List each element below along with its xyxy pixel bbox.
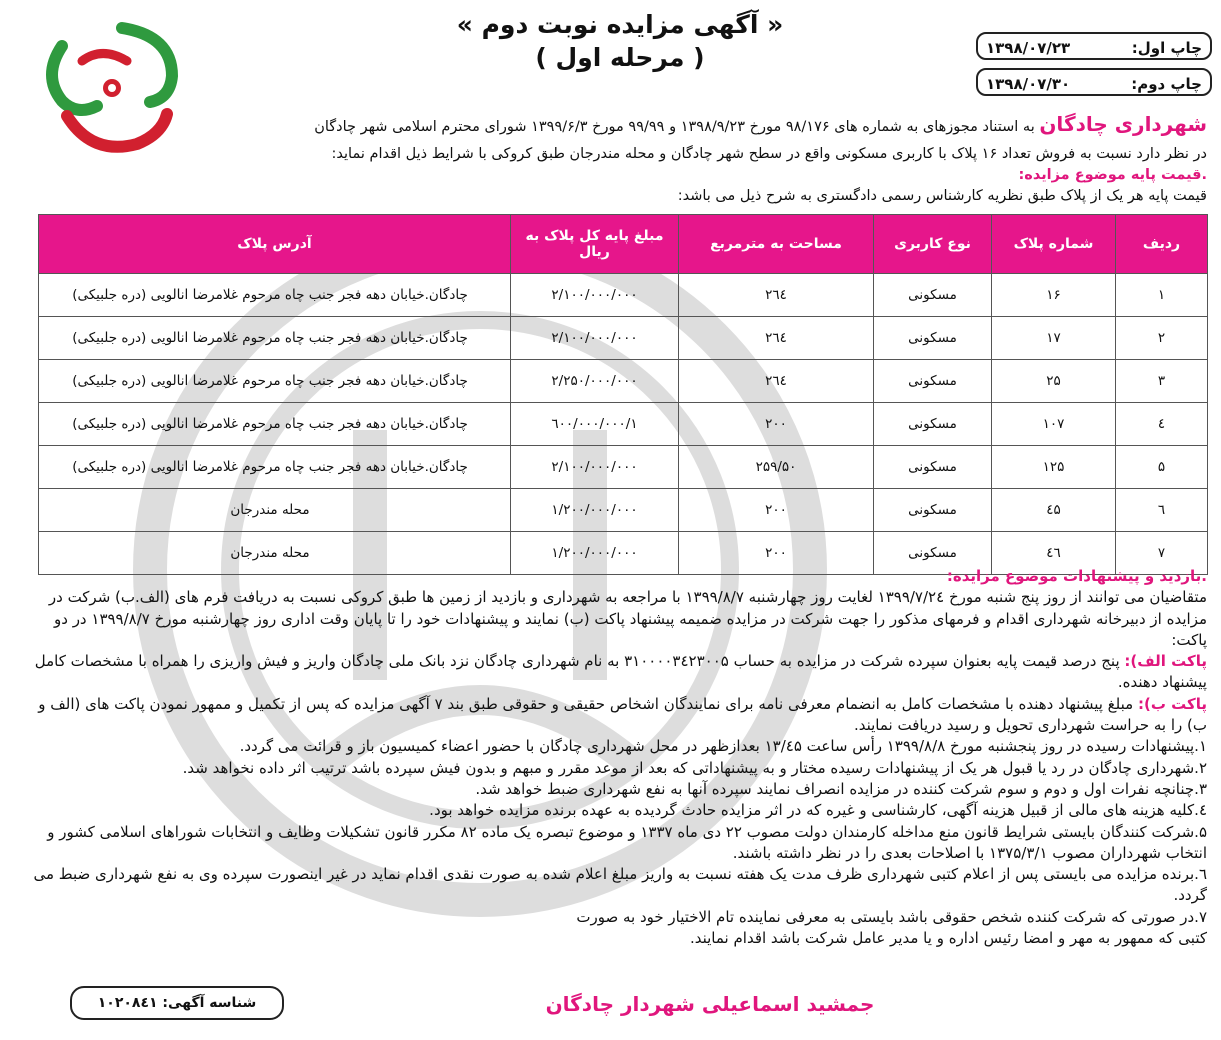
conditions-section [16,566,1207,949]
table-row [39,274,1208,317]
header-row-number: ردیف [1116,215,1208,274]
packet-b-paragraph [16,694,1207,737]
table-row [39,317,1208,360]
cell-use: مسکونی [874,489,992,532]
cell-price: ۱/۲۰۰/۰۰۰/۰۰۰ [511,532,679,575]
condition-item-5: ۵.شرکت کنندگان بایستی شرایط قانون منع مداخله کارمندان دولت مصوب ۲۲ دی ماه ۱۳۳۷ و موضوع تبصره یک ماده ۸۲ مکرر قانون تشکیلات وظایف و انتخابات شوراهای اسلامی کشور و انتخاب شهرداران مصوب ۱۳۷۵/۳/۱ با اصلاحات بعدی را در نظر داشته باشند. [47,822,1207,862]
cell-row: ۵ [1116,446,1208,489]
cell-plate: ۱۷ [992,317,1116,360]
packet-a-label: پاکت الف): [1124,652,1207,671]
second-print-date: ۱۳۹۸/۰۷/۳۰ [986,75,1071,93]
cell-price: ۲/۲۵۰/۰۰۰/۰۰۰ [511,360,679,403]
header-address: آدرس پلاک [39,215,511,274]
visit-text: متقاضیان می توانند از روز پنج شنبه مورخ ۱۳۹۹/۷/۲٤ لغایت روز چهارشنبه ۱۳۹۹/۸/۷ با مراجعه به شهرداری و بازدید از زمین ها طبق کروکی نسبت به دریافت فرم های (الف.ب) شرکت در مزایده از دبیرخانه شهرداری اقدام و فرمهای مذکور را جهت شرکت در مزایده ضمیمه پیشنهاد پاکت (ب) نمایند و پیشنهادات خود را تا پایان وقت اداری روز چهارشنبه مورخ ۱۳۹۹/۸/۷ در دو پاکت: [48,588,1207,649]
title-line-1: « آگهی مزایده نوبت دوم » [456,10,784,39]
title-line-2: ( مرحله اول ) [535,43,705,72]
packet-a-text: پنج درصد قیمت پایه بعنوان سپرده شرکت در مزایده به حساب ۳۱۰۰۰۰۳٤۲۳۰۰۵ به نام شهرداری چادگان نزد بانک ملی چادگان واریز و فیش واریزی را همراه با مشخصات کامل پیشنهاد دهنده. [34,652,1207,692]
cell-use: مسکونی [874,403,992,446]
cell-use: مسکونی [874,360,992,403]
cell-price: ۱/۲۰۰/۰۰۰/۰۰۰ [511,489,679,532]
cell-address: چادگان.خیابان دهه فجر جنب چاه مرحوم غلامرضا انالویی (دره جلبیکی) [39,317,511,360]
cell-plate: ٤۵ [992,489,1116,532]
cell-use: مسکونی [874,317,992,360]
second-print-label: چاپ دوم: [1131,75,1202,93]
cell-use: مسکونی [874,532,992,575]
table-header-row [39,215,1208,274]
table-row [39,403,1208,446]
price-heading: .قیمت پایه موضوع مزایده: [1018,167,1207,183]
condition-item-7: ۷.در صورتی که شرکت کننده شخص حقوقی باشد بایستی به معرفی نماینده تام الاختیار خود به صورت کتبی که ممهور به مهر و امضا رئیس اداره و یا مدیر عامل شرکت باشد اقدام نمایند. [576,907,1207,948]
cell-row: ٦ [1116,489,1208,532]
cell-plate: ۱۰۷ [992,403,1116,446]
cell-address: محله مندرجان [39,489,511,532]
condition-item-1: ۱.پیشنهادات رسیده در روز پنجشنبه مورخ ۱۳۹۹/۸/۸ رأس ساعت ۱۳/٤۵ بعدازظهر در محل شهرداری چادگان با حضور اعضاء کمیسیون باز و قرائت می گردد. [239,737,1207,756]
header-area: مساحت به مترمربع [679,215,874,274]
chadegan-municipality-logo-icon [22,6,202,166]
cell-price: ۲/۱۰۰/۰۰۰/۰۰۰ [511,446,679,489]
cell-row: ۲ [1116,317,1208,360]
table-row [39,446,1208,489]
cell-use: مسکونی [874,446,992,489]
mayor-signature: جمشید اسماعیلی شهردار چادگان [545,992,875,1016]
condition-item-3: ۳.چنانچه نفرات اول و دوم و سوم شرکت کننده در مزایده انصراف نمایند سپرده آنها به نفع شهرداری ضبط خواهد شد. [475,779,1207,798]
cell-area: ۲۰۰ [679,532,874,575]
cell-area: ۲۰۰ [679,403,874,446]
cell-area: ۲٦٤ [679,360,874,403]
cell-row: ۷ [1116,532,1208,575]
cell-address: چادگان.خیابان دهه فجر جنب چاه مرحوم غلامرضا انالویی (دره جلبیکی) [39,446,511,489]
first-print-date: ۱۳۹۸/۰۷/۲۳ [986,39,1071,57]
intro-line-1: به استناد مجوزهای به شماره های ۹۸/۱۷۶ مورخ ۱۳۹۸/۹/۲۳ و ۹۹/۹۹ مورخ ۱۳۹۹/۶/۳ شورای محترم اسلامی شهر چادگان [314,119,1040,135]
plates-table [38,214,1208,575]
first-print-label: چاپ اول: [1131,39,1202,57]
intro-paragraph [210,114,1207,138]
cell-area: ۲٦٤ [679,274,874,317]
cell-price: ۲/۱۰۰/۰۰۰/۰۰۰ [511,274,679,317]
table-row [39,489,1208,532]
packet-a-paragraph [16,651,1207,694]
header-plate-number: شماره پلاک [992,215,1116,274]
cell-area: ۲۵۹/۵۰ [679,446,874,489]
cell-price: ۱/٦۰۰/۰۰۰/۰۰۰ [511,403,679,446]
cell-address: چادگان.خیابان دهه فجر جنب چاه مرحوم غلامرضا انالویی (دره جلبیکی) [39,360,511,403]
condition-item-2: ۲.شهرداری چادگان در رد یا قبول هر یک از پیشنهادات رسیده مختار و به پیشنهاداتی که بعد از موعد مقرر و مبهم و بدون فیش سپرده باشد ترتیب اثر داده نخواهد شد. [182,758,1207,777]
cell-address: محله مندرجان [39,532,511,575]
cell-address: چادگان.خیابان دهه فجر جنب چاه مرحوم غلامرضا انالویی (دره جلبیکی) [39,274,511,317]
first-print-date-box [976,32,1212,60]
cell-row: ۱ [1116,274,1208,317]
cell-address: چادگان.خیابان دهه فجر جنب چاه مرحوم غلامرضا انالویی (دره جلبیکی) [39,403,511,446]
cell-plate: ٤٦ [992,532,1116,575]
cell-plate: ۱۶ [992,274,1116,317]
cell-area: ۲۰۰ [679,489,874,532]
price-description: قیمت پایه هر یک از پلاک طبق نظریه کارشناس رسمی دادگستری به شرح ذیل می باشد: [677,188,1207,204]
cell-row: ۳ [1116,360,1208,403]
intro-line-2: در نظر دارد نسبت به فروش تعداد ۱۶ پلاک با کاربری مسکونی واقع در سطح شهر چادگان و محله مندرجان طبق کروکی با شرایط ذیل اقدام نماید: [331,146,1207,162]
header-usage-type: نوع کاربری [874,215,992,274]
cell-price: ۲/۱۰۰/۰۰۰/۰۰۰ [511,317,679,360]
condition-item-6: ٦.برنده مزایده می بایستی پس از اعلام کتبی شهرداری ظرف مدت یک هفته نسبت به واریز مبلغ اعلام شده به صورت نقدی اقدام نماید در غیر اینصورت سپرده وی به نفع شهرداری ضبط می گردد. [33,865,1207,905]
second-print-date-box [976,68,1212,96]
ad-id-badge: شناسه آگهی: ۱۰۲۰۸٤۱ [70,986,284,1020]
organization-name: شهرداری چادگان [1039,112,1207,136]
packet-b-text: مبلغ پیشنهاد دهنده با مشخصات کامل به انضمام معرفی نامه برای نمایندگان اشخاص حقیقی و حقوقی طبق بند ۷ آگهی مزایده که پس از تکمیل و ممهور نمودن پاکت های (الف و ب) را به حراست شهرداری تحویل و رسید دریافت نمایند. [38,694,1207,735]
table-row [39,360,1208,403]
cell-plate: ۲۵ [992,360,1116,403]
header-base-price: مبلغ پایه کل پلاک به ریال [511,215,679,274]
cell-plate: ۱۲۵ [992,446,1116,489]
cell-use: مسکونی [874,274,992,317]
cell-row: ٤ [1116,403,1208,446]
visit-heading: .بازدید و پیشنهادات موضوع مزایده: [946,567,1207,585]
notice-title [360,8,880,74]
cell-area: ۲٦٤ [679,317,874,360]
condition-item-4: ٤.کلیه هزینه های مالی از قبیل هزینه آگهی، کارشناسی و غیره که در اثر مزایده حادث گردیده به عهده برنده مزایده خواهد بود. [429,801,1207,820]
packet-b-label: پاکت ب): [1137,694,1207,713]
